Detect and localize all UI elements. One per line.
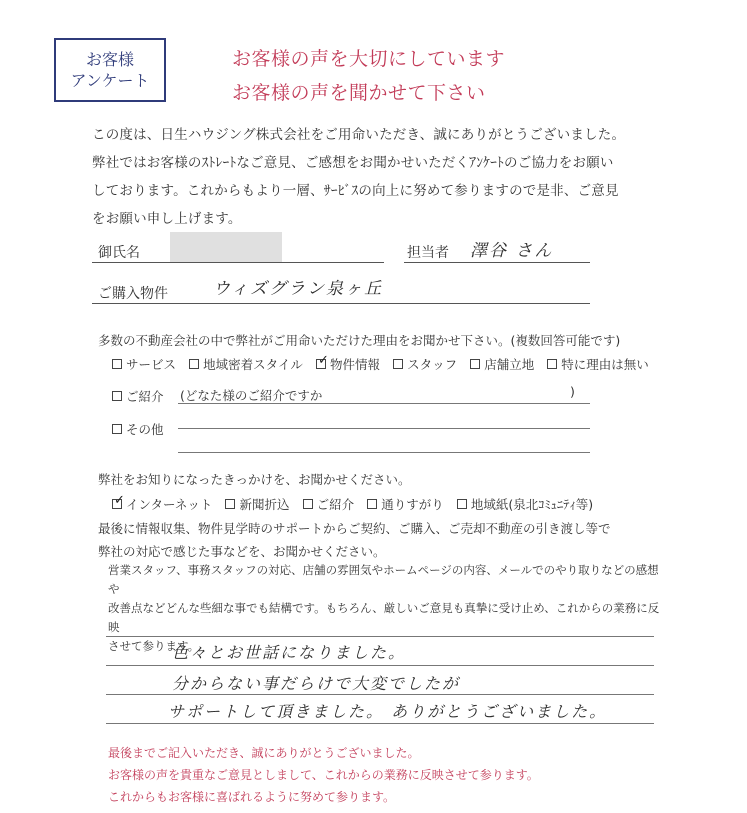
referral-underline xyxy=(178,403,590,404)
answer-line-3 xyxy=(106,694,654,695)
other-underline-2 xyxy=(178,452,590,453)
checkbox[interactable] xyxy=(470,359,480,369)
q2-options xyxy=(112,494,601,513)
checkbox[interactable] xyxy=(112,424,122,434)
headline-line-2: お客様の声を聞かせて下さい xyxy=(232,82,486,104)
badge-line-2: アンケート xyxy=(70,71,150,90)
q1-referral[interactable]: ご紹介 xyxy=(112,386,172,405)
q3-detail-line: させて参ります。 xyxy=(108,639,200,653)
check-mark-icon: ✓ xyxy=(114,493,125,508)
answer-handwriting-1: 色々とお世話になりました。 xyxy=(172,643,407,662)
footer-line: これからもお客様に喜ばれるように努めて参ります。 xyxy=(108,790,396,804)
answer-handwriting-2: 分からない事だらけで大変でしたが xyxy=(172,674,461,693)
option-staff[interactable]: スタッフ xyxy=(393,355,457,373)
q2-question: 弊社をお知りになったきっかけを、お聞かせください。 xyxy=(98,472,411,487)
option-property-info[interactable]: ✓ 物件情報 xyxy=(317,353,380,372)
intro-paragraph xyxy=(92,121,702,233)
intro-line: をお願い申し上げます。 xyxy=(92,211,242,227)
option-local-paper[interactable]: 地域紙(泉北ｺﾐｭﾆﾃｨ等) xyxy=(457,495,593,513)
checkbox[interactable] xyxy=(189,359,199,369)
staff-value: 澤谷 さん xyxy=(470,241,554,261)
redacted-name xyxy=(170,232,282,262)
intro-line: しております。これからもより一層、ｻｰﾋﾞｽの向上に努めて参りますので是非、ご意見 xyxy=(92,183,619,199)
checkbox[interactable] xyxy=(112,359,122,369)
footer-thanks xyxy=(108,742,539,808)
headline-line-1: お客様の声を大切にしています xyxy=(232,48,506,70)
name-underline xyxy=(92,262,384,263)
other-underline-1 xyxy=(178,428,590,429)
staff-underline xyxy=(404,262,590,263)
option-location[interactable]: 店舗立地 xyxy=(470,355,534,373)
intro-line: 弊社ではお客様のｽﾄﾚｰﾄなご意見、ご感想をお聞かせいただくｱﾝｹｰﾄのご協力をお願い xyxy=(92,155,614,171)
q1-question: 多数の不動産会社の中で弊社がご用命いただけた理由をお聞かせ下さい。(複数回答可能です) xyxy=(98,333,621,348)
referral-hint: (どなた様のご紹介ですか xyxy=(180,388,323,403)
intro-line: この度は、日生ハウジング株式会社をご用命いただき、誠にありがとうございました。 xyxy=(92,127,626,143)
checkbox[interactable] xyxy=(303,499,313,509)
option-newspaper[interactable]: 新聞折込 xyxy=(225,495,289,513)
checkbox[interactable] xyxy=(367,499,377,509)
property-value: ウィズグラン泉ヶ丘 xyxy=(213,279,383,299)
q1-options xyxy=(112,354,657,373)
referral-close-paren: ) xyxy=(570,384,575,399)
checkbox[interactable] xyxy=(393,359,403,369)
q3-detail-line: 改善点などどんな些細な事でも結構です。もちろん、厳しいご意見も真摯に受け止め、これからの業務に反映 xyxy=(108,601,660,634)
property-label: ご購入物件 xyxy=(98,286,168,302)
option-no-reason[interactable]: 特に理由は無い xyxy=(547,355,649,373)
answer-line-1 xyxy=(106,636,654,637)
checkbox-checked[interactable] xyxy=(112,493,125,509)
q3-line-1: 最後に情報収集、物件見学時のサポートからご契約、ご購入、ご売却不動産の引き渡し等で xyxy=(98,521,611,536)
check-mark-icon: ✓ xyxy=(317,353,329,368)
badge-line-1: お客様 xyxy=(85,50,134,69)
checkbox[interactable] xyxy=(112,391,122,401)
checkbox[interactable] xyxy=(547,359,557,369)
name-label: 御氏名 xyxy=(98,245,140,261)
property-underline xyxy=(92,303,590,304)
q3-line-2: 弊社の対応で感じた事などを、お聞かせください。 xyxy=(98,544,386,559)
option-passing-by[interactable]: 通りすがり xyxy=(367,495,444,513)
option-referral[interactable]: ご紹介 xyxy=(303,495,355,513)
checkbox-checked[interactable] xyxy=(316,353,329,369)
answer-line-2 xyxy=(106,665,654,666)
footer-line: お客様の声を貴重なご意見としまして、これからの業務に反映させて参ります。 xyxy=(108,768,539,782)
staff-label: 担当者 xyxy=(407,245,449,261)
answer-handwriting-3: サポートして頂きました。 ありがとうございました。 xyxy=(168,702,608,721)
q3-detail-line: 営業スタッフ、事務スタッフの対応、店舗の雰囲気やホームページの内容、メールでのやり取りなどの感想や xyxy=(108,563,659,596)
option-internet[interactable]: ✓ インターネット xyxy=(114,493,213,512)
option-community-style[interactable]: 地域密着スタイル xyxy=(189,355,303,373)
q1-other[interactable]: その他 xyxy=(112,419,172,438)
answer-line-4 xyxy=(106,723,654,724)
survey-badge xyxy=(54,38,166,102)
checkbox[interactable] xyxy=(225,499,235,509)
checkbox[interactable] xyxy=(457,499,467,509)
footer-line: 最後までご記入いただき、誠にありがとうございました。 xyxy=(108,746,420,760)
option-service[interactable]: サービス xyxy=(112,355,176,373)
